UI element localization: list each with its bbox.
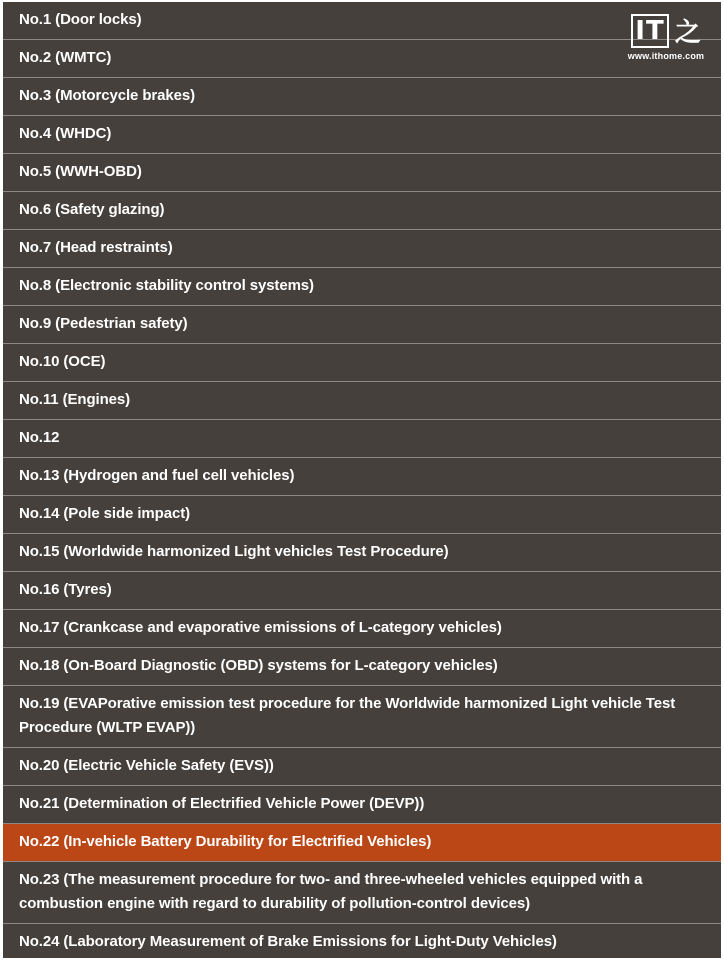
list-item: No.19 (EVAPorative emission test procedure for the Worldwide harmonized Light vehicle Test Procedure (WLTP EVAP))	[3, 686, 721, 748]
ithome-watermark	[623, 8, 709, 64]
list-item: No.4 (WHDC)	[3, 116, 721, 154]
watermark-url: www.ithome.com	[627, 51, 705, 61]
list-item: No.6 (Safety glazing)	[3, 192, 721, 230]
ithome-logo	[623, 8, 709, 48]
list-item: No.3 (Motorcycle brakes)	[3, 78, 721, 116]
list-item: No.17 (Crankcase and evaporative emissions of L-category vehicles)	[3, 610, 721, 648]
ithome-logo-mark: IT	[631, 14, 668, 48]
list-item: No.8 (Electronic stability control systems)	[3, 268, 721, 306]
list-item: No.1 (Door locks)	[3, 2, 721, 40]
list-item-highlighted: No.22 (In-vehicle Battery Durability for Electrified Vehicles)	[3, 824, 721, 862]
list-item: No.9 (Pedestrian safety)	[3, 306, 721, 344]
list-item: No.11 (Engines)	[3, 382, 721, 420]
list-item: No.15 (Worldwide harmonized Light vehicles Test Procedure)	[3, 534, 721, 572]
list-item: No.23 (The measurement procedure for two- and three-wheeled vehicles equipped with a combustion engine with regard to durability of pollution-control devices)	[3, 862, 721, 924]
list-item: No.7 (Head restraints)	[3, 230, 721, 268]
ithome-logo-glyph: 之	[674, 18, 701, 48]
list-item: No.2 (WMTC)	[3, 40, 721, 78]
list-item: No.16 (Tyres)	[3, 572, 721, 610]
list-item: No.21 (Determination of Electrified Vehicle Power (DEVP))	[3, 786, 721, 824]
list-item: No.5 (WWH-OBD)	[3, 154, 721, 192]
list-item: No.24 (Laboratory Measurement of Brake Emissions for Light-Duty Vehicles)	[19, 933, 557, 950]
gtr-rows	[3, 2, 721, 962]
gtr-list-table	[3, 2, 721, 958]
list-item: No.13 (Hydrogen and fuel cell vehicles)	[3, 458, 721, 496]
list-item: No.10 (OCE)	[3, 344, 721, 382]
list-item: No.12	[3, 420, 721, 458]
list-item: No.20 (Electric Vehicle Safety (EVS))	[3, 748, 721, 786]
list-item: No.18 (On-Board Diagnostic (OBD) systems for L-category vehicles)	[3, 648, 721, 686]
list-item: No.14 (Pole side impact)	[3, 496, 721, 534]
